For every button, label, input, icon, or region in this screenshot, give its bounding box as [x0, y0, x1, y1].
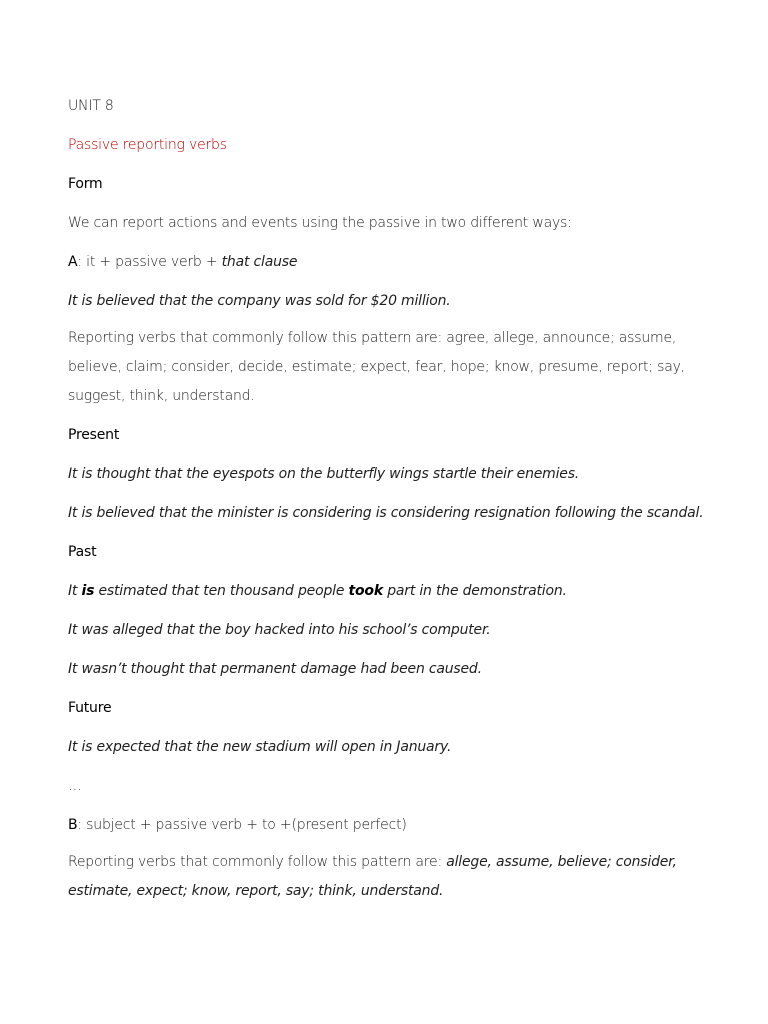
pattern-a-verbs-line-1: Reporting verbs that commonly follow this pattern are: agree, allege, announce; assume, [68, 330, 677, 346]
pattern-a-label: A [68, 254, 78, 270]
pattern-a-verbs [68, 324, 708, 411]
present-heading: Present [68, 427, 120, 443]
past-example-1-part-a: It [68, 583, 82, 599]
future-example-1: It is expected that the new stadium will open in January. [68, 739, 452, 755]
past-example-3: It wasn’t thought that permanent damage had been caused. [68, 661, 482, 677]
pattern-a-text: : it + passive verb + [77, 254, 222, 270]
pattern-a-italic: that clause [221, 254, 298, 270]
past-example-2: It was alleged that the boy hacked into his school’s computer. [68, 622, 491, 638]
pattern-b-verbs [68, 848, 708, 906]
past-example-1-part-c: part in the demonstration. [382, 583, 567, 599]
intro-text: We can report actions and events using the passive in two different ways: [68, 215, 572, 231]
form-heading: Form [68, 176, 103, 192]
past-example-1 [68, 581, 708, 601]
pattern-a-verbs-line-3: suggest, think, understand. [68, 388, 255, 404]
pattern-b-text: : subject + passive verb + to +(present perfect) [77, 817, 407, 833]
pattern-b-verbs-line-1 [68, 848, 708, 877]
future-heading: Future [68, 700, 112, 716]
present-example-1: It is thought that the eyespots on the butterfly wings startle their enemies. [68, 466, 580, 482]
past-heading: Past [68, 544, 97, 560]
pattern-b-verbs-line-2: estimate, expect; know, report, say; think, understand. [68, 883, 444, 899]
past-example-1-is: is [81, 583, 95, 599]
pattern-b-verbs-italic-1: allege, assume, believe; consider, [446, 854, 677, 870]
past-example-1-part-b: estimated that ten thousand people [94, 583, 349, 599]
section-title: Passive reporting verbs [68, 137, 227, 153]
unit-label: UNIT 8 [68, 98, 114, 114]
present-example-2: It is believed that the minister is considering is considering resignation following the scandal. [68, 505, 704, 521]
ellipsis: … [68, 778, 82, 794]
document-page [68, 96, 708, 906]
past-example-1-took: took [348, 583, 383, 599]
pattern-a-verbs-line-2: believe, claim; consider, decide, estimate; expect, fear, hope; know, presume, report; say, [68, 359, 685, 375]
pattern-b-verbs-prefix: Reporting verbs that commonly follow this pattern are: [68, 854, 447, 870]
pattern-a [68, 252, 708, 272]
pattern-b [68, 815, 708, 835]
pattern-b-label: B [68, 817, 78, 833]
pattern-a-example: It is believed that the company was sold for $20 million. [68, 293, 451, 309]
